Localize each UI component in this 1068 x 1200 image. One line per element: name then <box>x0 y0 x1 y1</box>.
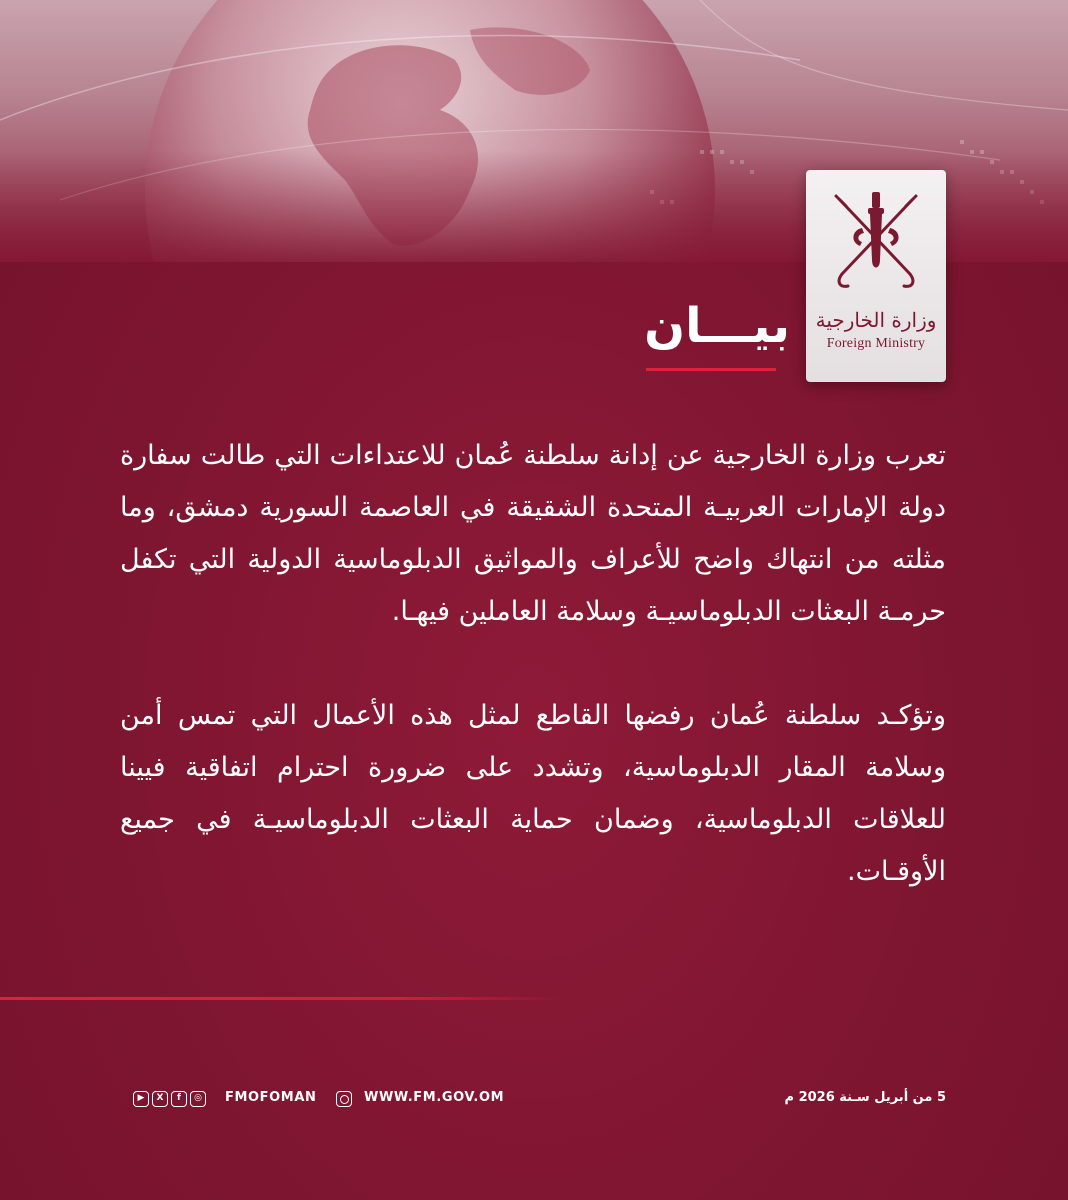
facebook-icon[interactable]: f <box>171 1091 187 1107</box>
logo-english-text: Foreign Ministry <box>826 336 926 351</box>
statement-date: 5 من أبريل سـنة 2026 م <box>784 1090 946 1105</box>
footer-divider <box>0 997 560 1000</box>
web-icon <box>336 1091 352 1107</box>
page-title: بيـــان <box>644 298 790 354</box>
statement-paragraph-2: وتؤكـد سلطنة عُمان رفضها القاطع لمثل هذه الأعمال التي تمس أمن وسلامة المقار الدبلوماسية، وتشدد على ضرورة احترام اتفاقية فيينا للعلاقات الدبلوماسية، وضمان حماية البعثات الدبلوماسيـة في جميع الأوقـات. <box>120 700 946 887</box>
ministry-logo <box>806 170 946 382</box>
title-underline <box>646 368 776 371</box>
statement-paragraph-1: تعرب وزارة الخارجية عن إدانة سلطنة عُمان للاعتداءات التي طالت سفارة دولة الإمارات العربيـة المتحدة الشقيقة في العاصمة السورية دمشق، وما مثلته من انتهاك واضح للأعراف والمواثيق الدبلوماسية الدولية التي تكفل حرمـة البعثات الدبلوماسيـة وسلامة العاملين فيهـا. <box>120 440 946 627</box>
footer <box>0 1086 1068 1112</box>
social-icons <box>133 1091 206 1107</box>
youtube-icon[interactable]: ▶ <box>133 1091 149 1107</box>
instagram-icon[interactable]: ◎ <box>190 1091 206 1107</box>
logo-arabic-text: وزارة الخارجية <box>815 308 937 332</box>
website-link[interactable]: WWW.FM.GOV.OM <box>364 1090 505 1105</box>
x-icon[interactable]: X <box>152 1091 168 1107</box>
social-handle[interactable]: FMOFOMAN <box>225 1090 317 1105</box>
oman-emblem-icon <box>806 170 946 310</box>
statement-body <box>120 430 946 898</box>
